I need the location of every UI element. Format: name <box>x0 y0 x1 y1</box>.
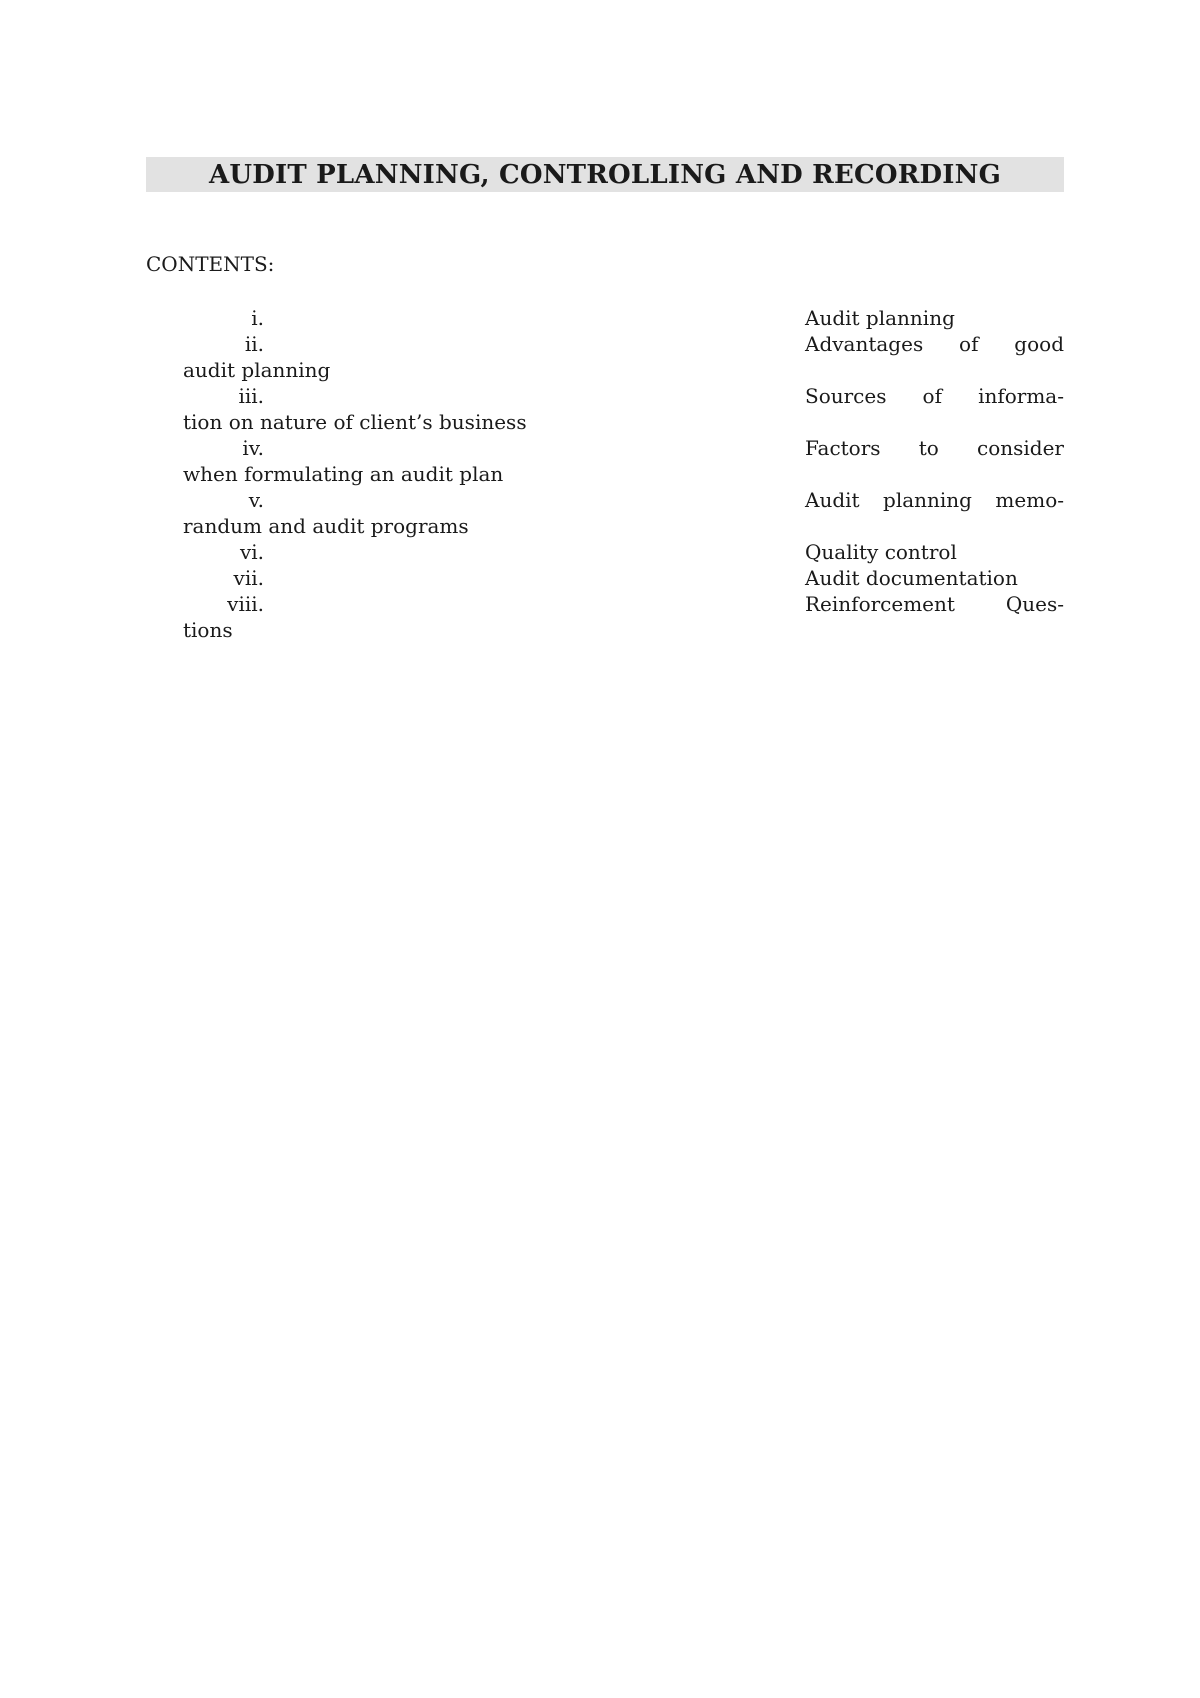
toc-entry-text: Reinforcement Ques- <box>805 592 1064 616</box>
toc-entry-text: Audit documentation <box>805 566 1018 590</box>
toc-numeral: iv. <box>242 436 264 460</box>
toc-numeral: vi. <box>239 540 264 564</box>
toc-entry-text: Audit planning memo- <box>805 488 1064 512</box>
toc-numeral: viii. <box>227 592 264 616</box>
toc-entry-continuation: audit planning <box>183 358 331 382</box>
toc-item-quality-control <box>100 539 1064 565</box>
toc-numeral: iii. <box>238 384 264 408</box>
toc-numeral: i. <box>251 306 264 330</box>
toc-item-memorandum <box>100 487 1064 539</box>
page-title-bar <box>146 157 1064 192</box>
toc-entry-continuation: tions <box>183 618 233 642</box>
toc-entry-text: Audit planning <box>805 306 955 330</box>
toc-item-audit-planning <box>100 305 1064 331</box>
page-title: AUDIT PLANNING, CONTROLLING AND RECORDING <box>208 159 1002 190</box>
toc-item-audit-documentation <box>100 565 1064 591</box>
toc-entry-continuation: tion on nature of client’s business <box>183 410 527 434</box>
table-of-contents <box>100 305 1064 643</box>
toc-numeral: vii. <box>233 566 264 590</box>
toc-item-factors <box>100 435 1064 487</box>
toc-item-reinforcement-questions <box>100 591 1064 643</box>
toc-item-advantages <box>100 331 1064 383</box>
toc-entry-continuation: randum and audit programs <box>183 514 469 538</box>
toc-item-sources-of-information <box>100 383 1064 435</box>
toc-entry-text: Factors to consider <box>805 436 1064 460</box>
toc-entry-continuation: when formulating an audit plan <box>183 462 504 486</box>
toc-numeral: v. <box>248 488 264 512</box>
contents-heading: CONTENTS: <box>146 252 275 276</box>
toc-numeral: ii. <box>244 332 264 356</box>
toc-entry-text: Quality control <box>805 540 957 564</box>
toc-entry-text: Sources of informa- <box>805 384 1064 408</box>
toc-entry-text: Advantages of good <box>805 332 1064 356</box>
